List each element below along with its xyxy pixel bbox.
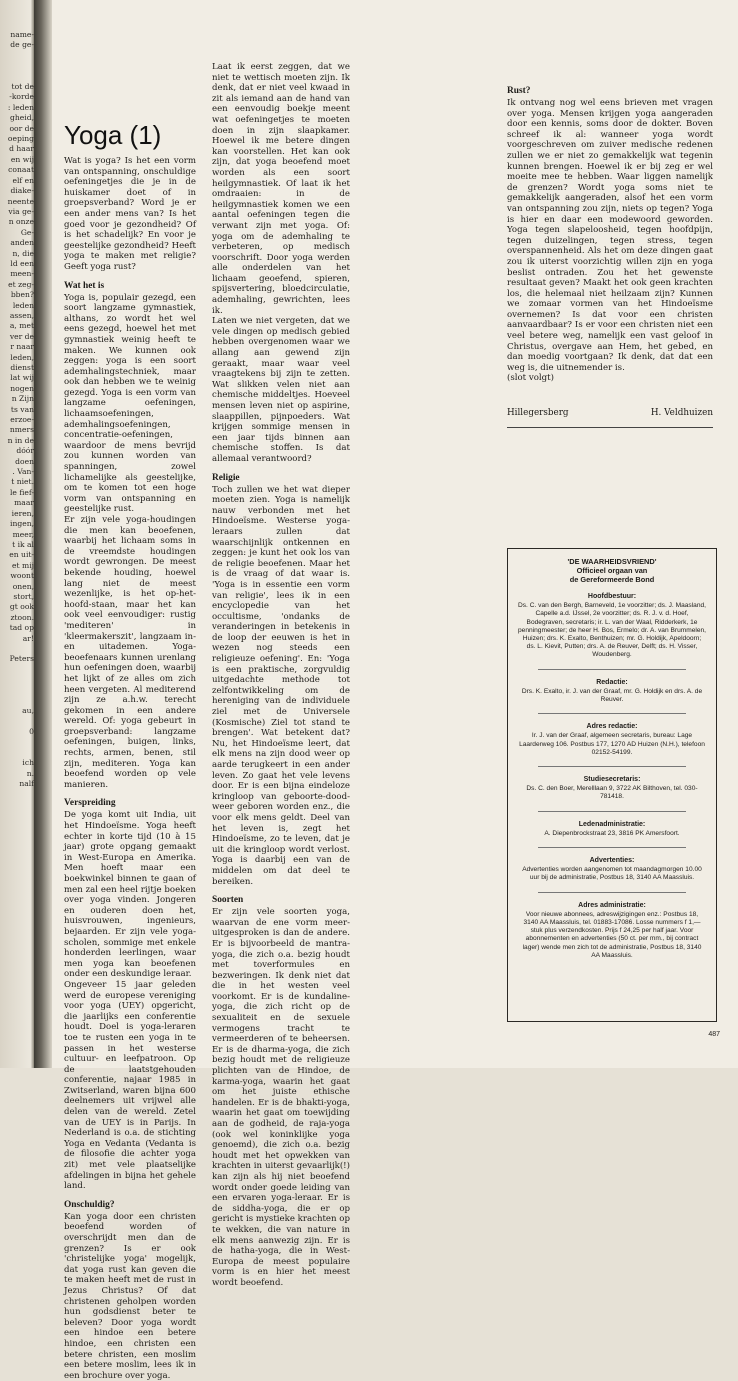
- section-heading: Wat het is: [64, 280, 105, 291]
- imprint-subtitle-1: Officieel orgaan van: [576, 566, 648, 575]
- previous-page-line: [0, 51, 34, 61]
- previous-page-line: nmers: [9, 425, 34, 435]
- previous-page-line: gt ook: [9, 602, 34, 612]
- paragraph: De yoga komt uit India, uit het Hindoeïsme. Yoga heeft echter in korte tijd (10 à 15 jaar) grote opgang gemaakt in West-Europa en Amerika. Men hoeft maar een boekwinkel binnen te gaan of men zal een heel rijtje boeken over yoga vinden. Jongeren en ouderen doen het, huisvrouwen, ingenieurs, bejaarden. Er zijn vele yoga-scholen, sommige met enkele honderden leerlingen, waar men yoga kan beoefenen onder een deskundige leraar.: [64, 810, 196, 980]
- previous-page-line: t niet.: [11, 477, 34, 487]
- signature-author: H. Veldhuizen: [650, 408, 713, 419]
- previous-page-line: [0, 61, 34, 71]
- section-heading: Religie: [212, 472, 240, 483]
- previous-page-line: nogen: [10, 383, 34, 393]
- paragraph: Er zijn vele yoga-houdingen die men kan beoefenen, waarbij het lichaam soms in de vreemdste houdingen wordt gewrongen. De meest bekende houding, hoewel lang niet de meest wezenlijke, is het op-het-hoofd-staan, maar het kan ook veel eenvoudiger: rustig 'mediteren' in 'kleermakerszit', langzaam in- en uitademen. Yoga-beoefenaars kunnen urenlang hun oefeningen doen, waarbij het lijkt of ze alles om zich heen vergeten. Al mediterend zijn ze a.h.w. terecht gekomen in een andere wereld. Of: yoga gebeurt in groepsverband: langzame oefeningen, buigen, links, rechts, armen, benen, stil zijn, mediteren. Yoga kan beoefend worden op vele manieren.: [64, 515, 196, 790]
- previous-page-line: -korde: [9, 92, 34, 102]
- previous-page-line: onen,: [12, 581, 34, 591]
- previous-page-line: [0, 675, 34, 685]
- previous-page-line: ztoon.: [10, 612, 34, 622]
- book-gutter: [34, 0, 52, 1068]
- article-intro: Wat is yoga? Is het een vorm van ontspanning, onschuldige oefeningetjes die je in de huiskamer doet of in groepsverband? Word je er een ander mens van? Is het goed voor je gezondheid? Of is het schadelijk? En voor je geestelijke gezondheid? Heeft yoga te maken met religie? Geeft yoga rust?: [64, 156, 196, 272]
- imprint-section: [518, 723, 706, 757]
- imprint-section: [518, 776, 706, 802]
- column-3: [507, 62, 713, 428]
- previous-page-line: ver de: [9, 331, 34, 341]
- previous-page-line: [0, 696, 34, 706]
- previous-page-line: [0, 72, 34, 82]
- previous-page-line: nalf: [19, 779, 34, 789]
- paragraph: Er zijn vele soorten yoga, waarvan de ene vorm meer-uitgesproken is dan de andere. Er is bijvoorbeeld de mantra-yoga, die zich o.a. bezig houdt met toverformules en bezweringen. Ik denk niet dat die in het westen veel voorkomt. Er is de kundaline-yoga, die zich richt op de sexualiteit en de sexuele vermogens tracht te vermeerderen of te beheersen. Er is de dharma-yoga, die zich bezig houdt met de religieuze plichten van de Hindoe, de karma-yoga, waarin het gaat om het juiste ethische handelen. Er is de bhakti-yoga, waarin het gaat om toewijding aan de godheid, de raja-yoga (ook wel koninklijke yoga genoemd), die zich o.a. bezig houdt met het opwekken van krachten in uiterst gevaarlijk(!) kan zijn als hij niet beoefend wordt onder goede leiding van een ervaren yoga-leraar. Er is de siddha-yoga, die er op gericht is mystieke krachten op te wekken, die van nature in elk mens aanwezig zijn. Er is de hatha-yoga, die in West-Europa de meest populaire vorm is en hier het meest wordt beoefend.: [212, 907, 350, 1288]
- previous-page-line: conaat: [8, 165, 34, 175]
- previous-page-line: bben?: [10, 290, 34, 300]
- divider: [538, 669, 686, 670]
- divider: [538, 892, 686, 893]
- imprint-section-title: Advertenties:: [589, 857, 635, 865]
- section-heading: Rust?: [507, 86, 531, 96]
- imprint-section-title: Ledenadministratie:: [578, 820, 646, 828]
- previous-page-line: a, met: [9, 321, 34, 331]
- imprint-section-text: Ds. C. den Boer, Merelllaan 9, 3722 AK Bilthoven, tel. 030-781418.: [526, 785, 698, 801]
- article-title: Yoga (1): [64, 120, 162, 150]
- previous-page-line: . Van-: [12, 467, 34, 477]
- article-signature: [507, 408, 713, 419]
- previous-page-line: n onze: [8, 217, 34, 227]
- paragraph: Ongeveer 15 jaar geleden werd de europese vereniging voor yoga (UEY) opgericht, die jaarlijks een conferentie houdt. Doel is yoga-leraren toe te rusten een yoga in te passen in het westerse cultuur- en leefpatroon. Op de laatstgehouden conferentie, najaar 1985 in Zwitserland, waren bijna 600 deelnemers uit vrijwel alle delen van de wereld. Zetel van de UEY is in Parijs. In Nederland is o.a. de stichting Yoga en Vedanta (Vedanta is de filosofie die achter yoga zit) met vele plaatselijke afdelingen in bijna het gehele land.: [64, 979, 196, 1192]
- previous-page-line: t ik al: [12, 539, 34, 549]
- previous-page-line: ld een: [10, 258, 34, 268]
- previous-page-line: ieren,: [11, 508, 34, 518]
- previous-page-line: ingen,: [10, 519, 34, 529]
- previous-page-line: erzoe-: [10, 415, 34, 425]
- imprint-section-text: Drs. K. Exalto, ir. J. van der Graaf, mr. G. Holdijk en drs. A. de Reuver.: [521, 687, 703, 704]
- previous-page-line: [0, 748, 34, 758]
- previous-page-line: le fief-: [9, 487, 34, 497]
- previous-page-line: [0, 738, 34, 748]
- imprint-section-text: Ds. C. van den Bergh, Barneveld, 1e voorzitter; ds. J. Maasland, Capelle a.d. IJssel, 2e voorzitter; ds. R. J. v. d. Hoef, Bodegraven, secretaris; ir. L. van der Waal, Ridderkerk, 1e penningmeester; de heer H. Bos, Ermelo; dr. A. van Brummelen, Huizen; drs. K. Exalto, Benthuizen; mr. G. Holdijk, Apeldoorn; ds. L. Kievit, Putten; drs. A. de Reuver, Delft; ds. H. Visser, Woudenberg.: [518, 602, 707, 659]
- previous-page-line: au,: [22, 706, 34, 716]
- previous-page-line: diake-: [10, 186, 34, 196]
- previous-page-text: [0, 30, 34, 790]
- paragraph: Ik ontvang nog wel eens brieven met vragen over yoga. Mensen krijgen yoga aangeraden door een kennis, soms door de dokter. Boven schreef ik al: wanneer yoga wordt voorgeschreven om zuiver medische redenen zullen we er niet zo gemakkelijk wat tegenin kunnen brengen. Hoewel ik er bij zeg er wel moeite mee te hebben. Waar liggen namelijk de grenzen? Wordt yoga soms niet te gemakkelijk aangeraden, alsof het een vorm van ontspanning zou zijn, niets op tegen? Yoga is hier en daar een modewoord geworden. Yoga tegen slapeloosheid, tegen hoofdpijn, tegen duizelingen, tegen stress, tegen overspannenheid. Als het om deze dingen gaat zou ik uiterst voorzichtig willen zijn en yoga beslist ontraden. Zou het het gewenste resultaat geven? Maakt het ook geen krachten los, die helemaal niet heilzaam zijn? Kunnen we zomaar vormen van het Hindoeïsme overnemen? Is dat voor een christen aanvaardbaar? Is er voor een christen niet een veel betere weg, namelijk een vast geloof in Christus, overgave aan Hem, het gebed, en dan moedig voortgaan? Ik denk, dat dat een weg is, die uitnemender is.: [507, 98, 713, 373]
- previous-page-line: anden: [10, 238, 34, 248]
- previous-page-line: meer,: [12, 529, 34, 539]
- previous-page-line: : leden: [7, 102, 34, 112]
- divider: [538, 766, 686, 767]
- imprint-section: [518, 821, 706, 838]
- imprint-subtitle-2: de Gereformeerde Bond: [569, 575, 655, 584]
- divider: [538, 713, 686, 714]
- paragraph: Yoga is, populair gezegd, een soort langzame gymnastiek, althans, zo wordt het wel eens gezegd, hoewel het met gymnastiek weinig heeft te maken. We kunnen ook zeggen: yoga is een soort ademhalingstechniek, maar ook dan hebben we te weinig gezegd. Yoga is een vorm van langzame oefeningen, lichaamsoefeningen, ademhalingsoefeningen, concentratie-oefeningen, waardoor de mens bevrijd zou kunnen worden van spanningen, zowel lichamelijke als geestelijke, om te komen tot een hoge vorm van ontspanning en geestelijke rust.: [64, 292, 196, 515]
- paragraph: Laat ik eerst zeggen, dat we niet te wettisch moeten zijn. Ik denk, dat er niet veel kwaad in zit als iemand aan de hand van een eenvoudig boekje meent wat oefeningetjes te moeten doen in zijn slaapkamer. Hoewel ik me betere dingen kan voorstellen. Het kan ook zijn, dat yoga beoefend moet worden als een soort heilgymnastiek. Of laat ik het omdraaien: in de heilgymnastiek komen we een aantal oefeningen tegen die verwant zijn met yoga. Of: yoga om de ademhaling te verbeteren, op medisch voorschrift. Door yoga werden alle onderdelen van het lichaam geoefend, spieren, spijsvertering, bloedcirculatie, ademhaling, gewrichten, lees ik.: [212, 62, 350, 316]
- previous-page-line: [0, 717, 34, 727]
- column-2: [212, 62, 350, 1289]
- previous-page-line: neente: [7, 196, 34, 206]
- imprint-section-text: A. Diepenbrockstraat 23, 3816 PK Amersfoort.: [544, 829, 680, 837]
- imprint-section-text: Ir. J. van der Graaf, algemeen secretaris, bureau: Lage Laarderweg 106. Postbus 177, 1270 AD Huizen (N.H.), telefoon 02152-54199.: [519, 732, 705, 756]
- paragraph: Laten we niet vergeten, dat we vele dingen op medisch gebied hebben overgenomen waar we allang aan gewend zijn geraakt, maar waar veel vraagtekens bij zijn te zetten. Wat slikken velen niet aan chemische middeltjes. Hoeveel mensen leven niet op aspirine, slaappillen, pijnpoeders. Wat krijgen sommige mensen in een jaar tijds binnen aan chemische stoffen. Is dat allemaal verantwoord?: [212, 316, 350, 464]
- imprint-section: [518, 857, 706, 883]
- previous-page-line: meen-: [10, 269, 34, 279]
- previous-page-line: tad op: [9, 623, 34, 633]
- column-1: [64, 62, 196, 1381]
- previous-page-line: et zeg-: [8, 279, 34, 289]
- paragraph: (slot volgt): [507, 373, 554, 384]
- previous-page-line: [0, 665, 34, 675]
- previous-page-line: lat wij: [10, 373, 34, 383]
- imprint-section-text: Voor nieuwe abonnees, adreswijzigingen enz.: Postbus 18, 3140 AA Maassluis, tel. 01883-17086. Losse nummers f 1,— stuk plus verzendkosten. Prijs f 24,25 per half jaar. Voor abonnementen en advertenties (50 ct. per mm., bij contract lager) wende men zich tot de administratie, Postbus 18, 3140 AA Maassluis.: [522, 910, 702, 959]
- previous-page-line: en wij: [10, 154, 34, 164]
- previous-page-line: r naar: [10, 342, 34, 352]
- previous-page-line: dóór: [16, 446, 34, 456]
- section-heading: Soorten: [212, 895, 244, 906]
- previous-page-line: Peters: [9, 654, 34, 664]
- previous-page-line: en uit-: [9, 550, 34, 560]
- previous-page-line: doen: [15, 456, 34, 466]
- imprint-section-text: Advertenties worden aangenomen tot maandagmorgen 10.00 uur bij de administratie, Postbus 18, 3140 AA Maassluis.: [522, 866, 702, 882]
- previous-page-line: ts van: [10, 404, 34, 414]
- previous-page-line: ar!: [22, 633, 34, 643]
- previous-page-line: ich: [22, 758, 34, 768]
- divider: [538, 811, 686, 812]
- previous-page-line: 0: [29, 727, 34, 737]
- divider: [538, 847, 686, 848]
- previous-page-line: name-: [10, 30, 34, 39]
- previous-page-line: et mij: [12, 560, 34, 570]
- previous-page-line: [0, 644, 34, 654]
- previous-page-line: n in de: [7, 435, 34, 445]
- previous-page-line: de ge-: [10, 40, 34, 50]
- previous-page-line: tot de: [11, 82, 34, 92]
- imprint-section-title: Studiesecretaris:: [583, 776, 641, 784]
- previous-page-line: via ge-: [8, 206, 34, 216]
- page-number: 487: [708, 1031, 720, 1038]
- imprint-section-title: Redactie:: [596, 678, 628, 686]
- previous-page-line: assen,: [9, 310, 34, 320]
- imprint-box: [507, 548, 717, 1022]
- previous-page-line: d haar: [9, 144, 34, 154]
- paragraph: Toch zullen we het wat dieper moeten zien. Yoga is namelijk nauw verbonden met het Hindoeïsme. Westerse yoga-leraars zullen dat waarschijnlijk ontkennen en zeggen: je kunt het ook los van de religie beoefenen. Maar het is de vraag of dat waar is. 'Yoga is in essentie een vorm van religie', lees ik in een encyclopedie van het occultisme, 'ondanks de veranderingen in betekenis in de loop der eeuwen is het in wezen nog steeds een religieuze oefening'. En: 'Yoga is een praktische, zorgvuldig uitgedachte methode tot zelfontwikkeling om de hereniging van de individuele ziel met de Universele (Kosmische) Ziel tot stand te brengen'. Wat betekent dat? Nu, het Hindoeïsme leert, dat elk mens na zijn dood weer op aarde terugkeert in een ander leven. Zo gaat het vele levens door. Er is een bijna eindeloze kringloop van geboorte-dood-weer geboren worden enz., die voor elk mens geldt. Deel van het leven is, zegt het Hindoeïsme, zo te leven, dat je uit die kringloop wordt verlost. Yoga is daarbij een van de middelen om dat deel te bereiken.: [212, 484, 350, 887]
- previous-page-line: dienst: [10, 363, 34, 372]
- imprint-section: [518, 902, 706, 960]
- previous-page-line: maar: [14, 498, 34, 508]
- previous-page-line: oor de: [9, 123, 34, 133]
- previous-page-line: stort,: [13, 591, 34, 601]
- previous-page-line: gheid,: [10, 113, 34, 123]
- section-heading: Onschuldig?: [64, 1199, 115, 1210]
- previous-page-line: Ge-: [20, 227, 34, 237]
- previous-page-line: n, die: [12, 248, 34, 258]
- previous-page-line: n Zijn: [11, 394, 34, 404]
- previous-page-line: leden: [12, 300, 34, 310]
- previous-page-line: leden,: [10, 352, 34, 362]
- magazine-page: [52, 0, 738, 1381]
- imprint-section-title: Adres administratie:: [578, 901, 646, 909]
- imprint-section: [518, 679, 706, 705]
- previous-page-line: woont: [10, 571, 34, 581]
- divider: [507, 427, 713, 428]
- previous-page-line: [0, 686, 34, 696]
- section-heading: Verspreiding: [64, 798, 116, 809]
- paragraph: Kan yoga door een christen beoefend worden of overschrijdt men dan de grenzen? Is er ook 'christelijke yoga' mogelijk, dat yoga rust kan geven die te maken heeft met de rust in Jezus Christus? Of dat christenen geholpen worden hun godsdienst beter te beleven? Door yoga wordt een hindoe een betere hindoe, een christen een betere christen, een moslim een betere moslim, lees ik in een brochure over yoga.: [64, 1211, 196, 1381]
- previous-page-line: n.: [26, 768, 34, 778]
- imprint-section-title: Hoofdbestuur:: [587, 593, 637, 600]
- signature-place: Hillegersberg: [507, 408, 569, 419]
- imprint-section: [518, 593, 706, 660]
- previous-page-line: elf en: [12, 175, 34, 185]
- imprint-name: 'DE WAARHEIDSVRIEND': [567, 557, 657, 566]
- imprint-section-title: Adres redactie:: [586, 723, 638, 731]
- previous-page-line: oeping: [7, 134, 34, 144]
